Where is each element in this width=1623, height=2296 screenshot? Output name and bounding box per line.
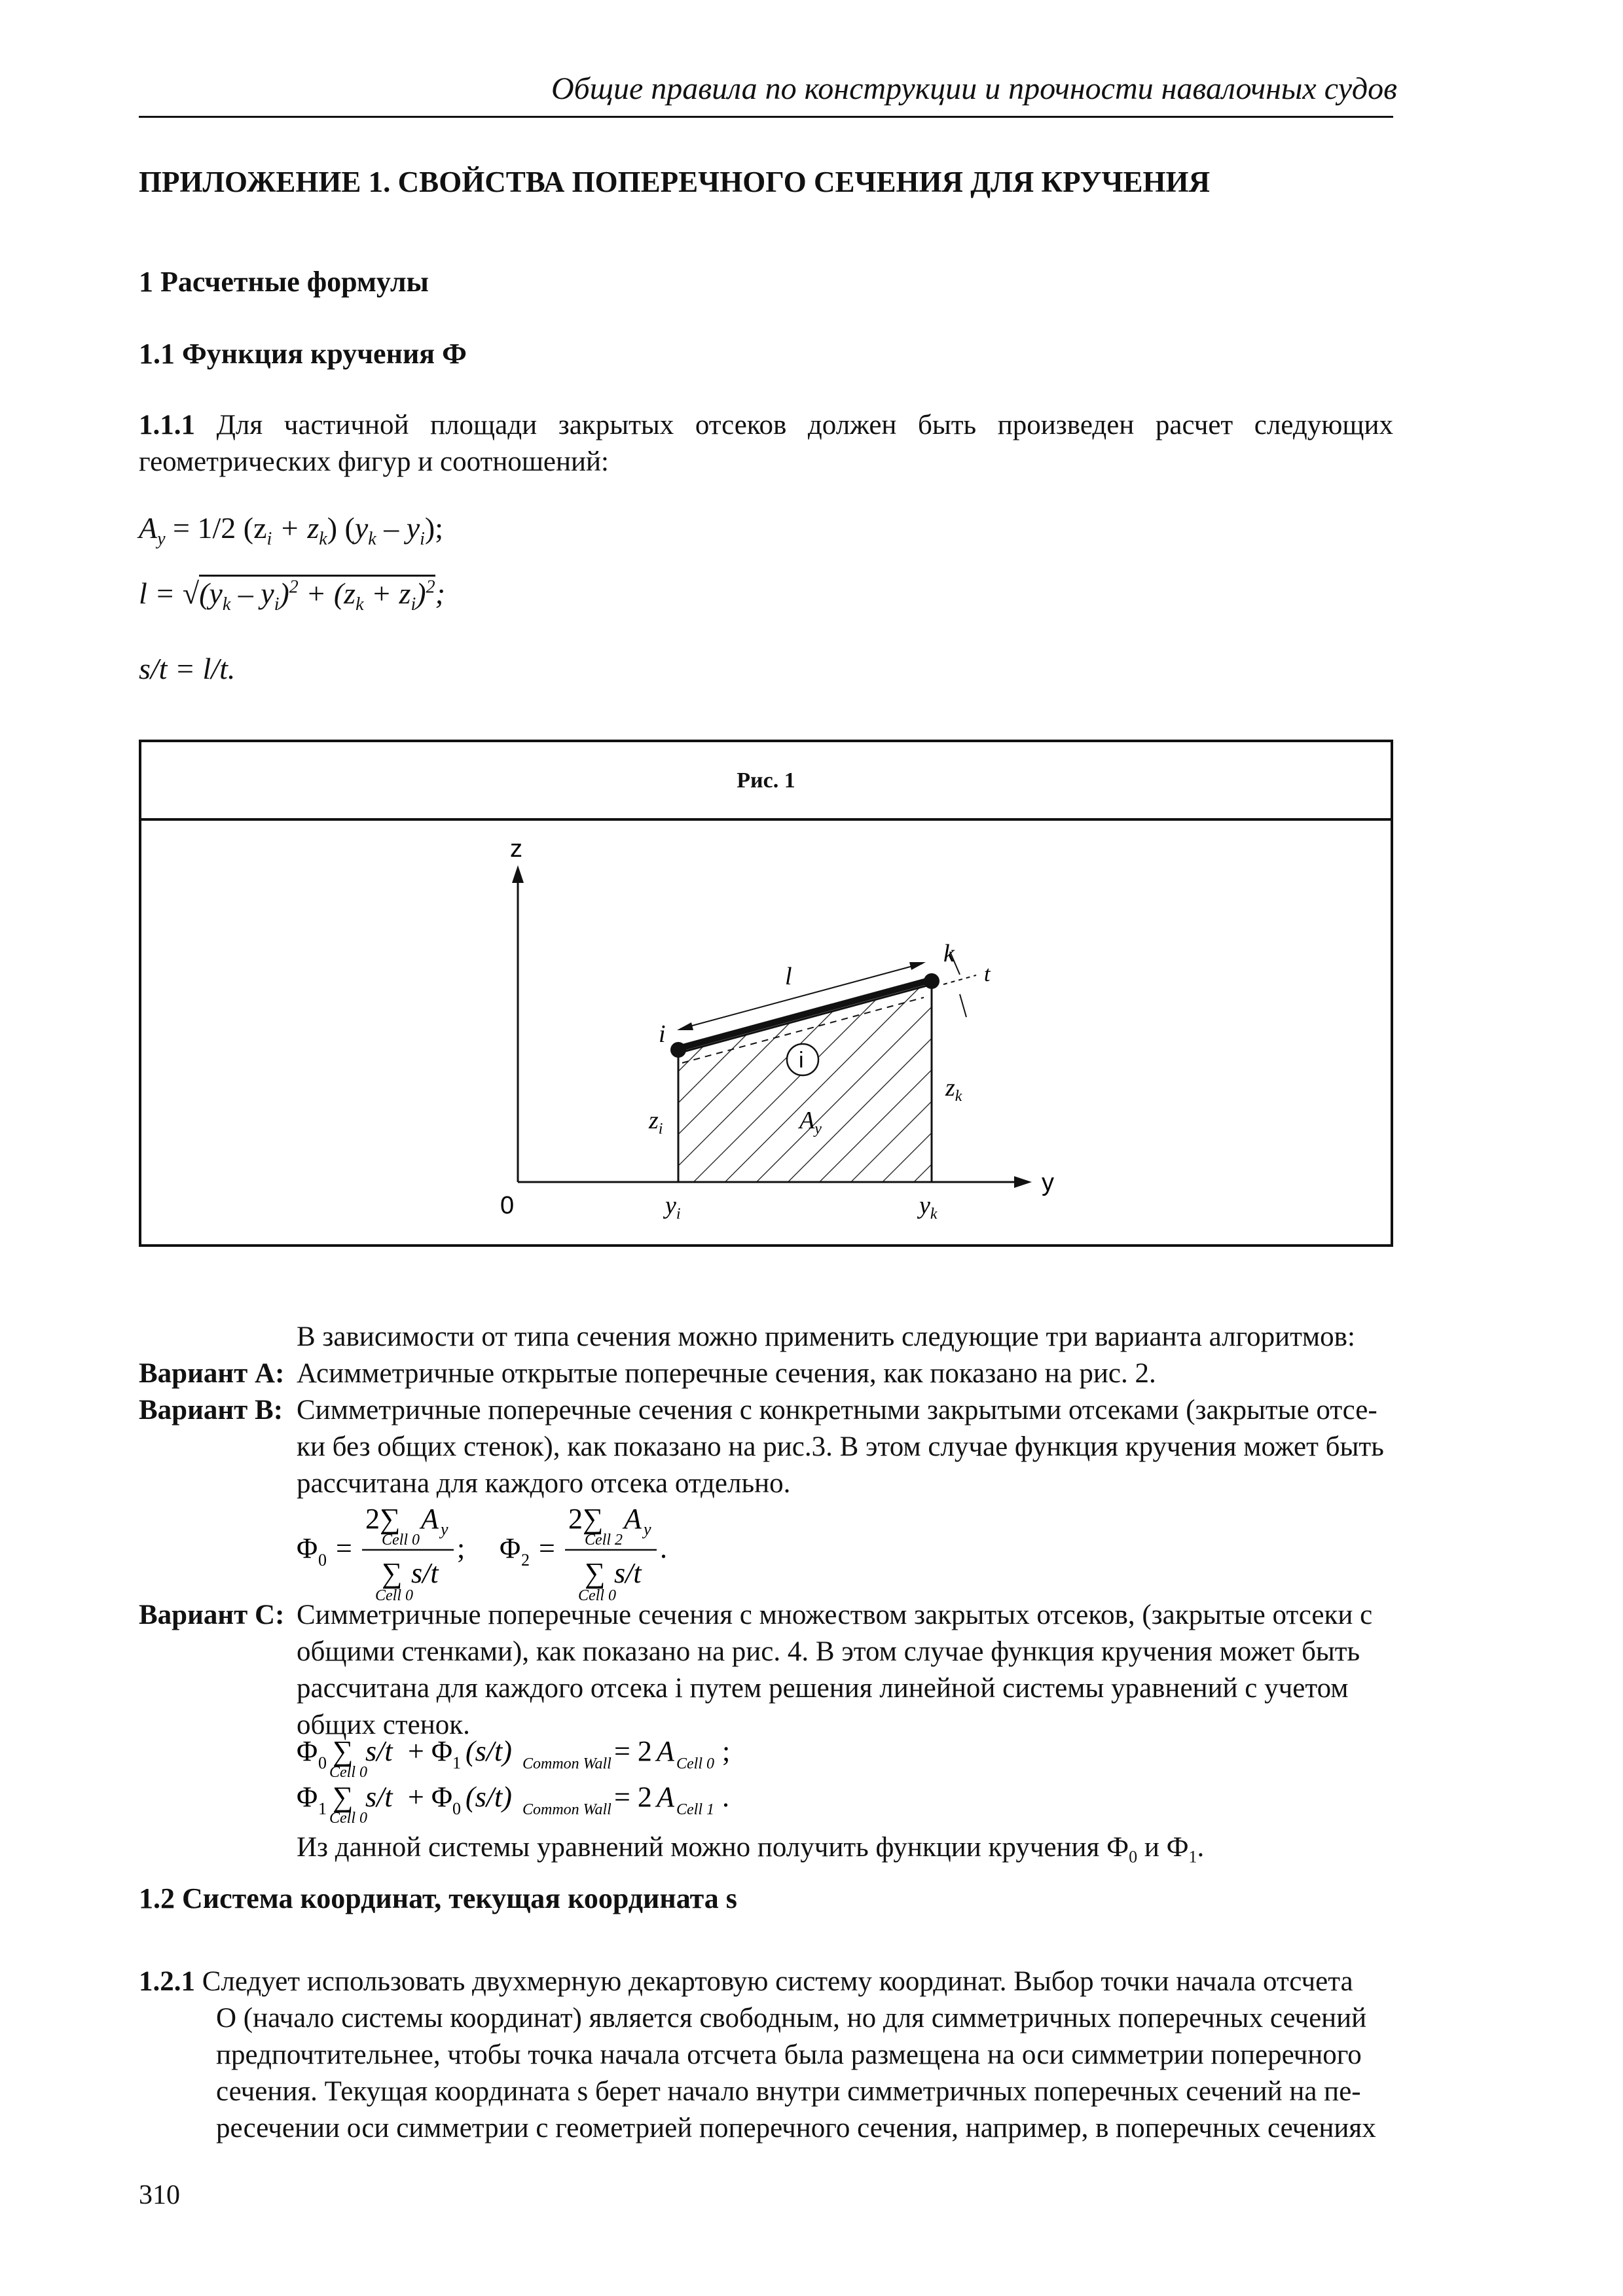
- svg-text:2: 2: [521, 1551, 530, 1570]
- formula-sub: y: [157, 529, 166, 550]
- label-i: i: [659, 1020, 666, 1048]
- running-header: Общие правила по конструкции и прочности навалочных судов: [551, 71, 1397, 106]
- svg-text:A: A: [421, 1503, 439, 1535]
- svg-text:=: =: [336, 1532, 352, 1564]
- variant-b-text-2: ки без общих стенок), как показано на рис.3. В этом случае функция кручения может быть: [297, 1431, 1384, 1462]
- page-number: 310: [139, 2180, 180, 2210]
- label-t: t: [984, 962, 991, 986]
- variant-c-formulas: [297, 1734, 820, 1833]
- svg-text:∑: ∑: [333, 1735, 354, 1767]
- svg-text:2∑: 2∑: [568, 1503, 604, 1535]
- formula-st: s/t = l/t.: [139, 652, 236, 685]
- section-1-heading: 1 Расчетные формулы: [139, 266, 429, 298]
- paragraph-1-2-1-line-5: ресечении оси симметрии с геометрией поперечного сечения, например, в поперечных сечениях: [216, 2113, 1376, 2144]
- svg-text:1: 1: [318, 1799, 327, 1818]
- label-k: k: [943, 940, 955, 967]
- label-Ay: $A_y$: [799, 1107, 822, 1138]
- svg-text:(s/t): (s/t): [465, 1781, 512, 1813]
- svg-text:0: 0: [318, 1551, 327, 1570]
- conclusion-and: и Ф: [1137, 1832, 1189, 1863]
- figure-caption-row: [141, 742, 1391, 821]
- label-yi: $y_i$: [665, 1192, 681, 1223]
- paragraph-number: 1.2.1: [139, 1966, 195, 1997]
- appendix-title: ПРИЛОЖЕНИЕ 1. СВОЙСТВА ПОПЕРЕЧНОГО СЕЧЕНИЯ ДЛЯ КРУЧЕНИЯ: [139, 166, 1211, 198]
- c2-cell1-sub: Cell 1: [676, 1801, 714, 1818]
- paragraph-1-2-1-line-2: О (начало системы координат) является свободным, но для симметричных поперечных сечений: [216, 2003, 1367, 2034]
- svg-text:;: ;: [722, 1735, 731, 1767]
- paragraph-1-2-1-line-4: сечения. Текущая координата s берет начало внутри симметричных поперечных сечений на пе-: [216, 2076, 1361, 2107]
- svg-text:y: y: [441, 1520, 448, 1539]
- cell0-label-bottom-2: Cell 0: [578, 1587, 616, 1604]
- paragraph-text: Следует использовать двухмерную декартовую систему координат. Выбор точки начала отсчета: [202, 1966, 1353, 1997]
- figure-caption: Рис. 1: [737, 768, 795, 793]
- variant-a-text: Асимметричные открытые поперечные сечения, как показано на рис. 2.: [297, 1358, 1156, 1389]
- label-zi: $z_i$: [649, 1107, 663, 1138]
- svg-text:∑: ∑: [333, 1781, 354, 1813]
- formula-rhs-1: = 1/2 (z: [165, 511, 267, 545]
- svg-text:A: A: [657, 1781, 674, 1813]
- c1-common-wall: Common Wall: [522, 1755, 611, 1772]
- svg-text:Φ: Φ: [297, 1735, 318, 1767]
- variant-c-text-1: Симметричные поперечные сечения с множеством закрытых отсеков, (закрытые отсеки с: [297, 1600, 1373, 1630]
- label-l: l: [785, 963, 792, 990]
- svg-text:+ Φ: + Φ: [408, 1735, 452, 1767]
- svg-text:A: A: [657, 1735, 674, 1767]
- svg-text:0: 0: [318, 1753, 327, 1772]
- cell-circle-label: i: [799, 1048, 804, 1073]
- label-origin: 0: [500, 1192, 515, 1219]
- svg-text:=: =: [539, 1532, 555, 1564]
- svg-text:1: 1: [452, 1753, 461, 1772]
- label-zk: $z_k$: [945, 1074, 962, 1105]
- section-1-1-heading: 1.1 Функция кручения Ф: [139, 338, 467, 370]
- c1-cell0-label: Cell 0: [329, 1764, 367, 1781]
- figure-1-diagram: [141, 821, 1391, 1246]
- svg-text:Φ: Φ: [297, 1781, 318, 1813]
- svg-text:.: .: [660, 1532, 667, 1564]
- c2-common-wall: Common Wall: [522, 1801, 611, 1818]
- formula-l-lhs: l = √: [139, 577, 200, 610]
- svg-text:(s/t): (s/t): [465, 1735, 512, 1767]
- cell0-label-top: Cell 0: [382, 1532, 420, 1549]
- length-arrow-right: [909, 962, 926, 970]
- variant-c-text-2: общими стенками), как показано на рис. 4. В этом случае функция кручения может быть: [297, 1636, 1360, 1667]
- thickness-dash: [943, 975, 976, 984]
- variant-c-conclusion: Из данной системы уравнений можно получить функции кручения $Ф_0$ и $Ф_1$.: [297, 1832, 1205, 1867]
- variant-c-text-3: рассчитана для каждого отсека i путем решения линейной системы уравнений с учетом: [297, 1673, 1349, 1704]
- length-arrow-left: [677, 1022, 693, 1030]
- z-axis-arrow: [512, 865, 524, 883]
- paragraph-1-2-1-line-3: предпочтительнее, чтобы точка начала отсчета была размещена на оси симметрии поперечного: [216, 2039, 1362, 2070]
- c2-cell0-label: Cell 0: [329, 1810, 367, 1827]
- svg-text:s/t: s/t: [365, 1781, 393, 1813]
- svg-text:= 2: = 2: [614, 1735, 652, 1767]
- svg-text:;: ;: [457, 1532, 465, 1564]
- svg-text:2∑: 2∑: [365, 1503, 401, 1535]
- svg-text:∑: ∑: [382, 1557, 403, 1589]
- label-y: y: [1042, 1169, 1054, 1196]
- conclusion-text: Из данной системы уравнений можно получить функции кручения Ф: [297, 1832, 1129, 1863]
- variant-a-label: Вариант А:: [139, 1358, 285, 1389]
- variant-c-label: Вариант С:: [139, 1600, 285, 1630]
- svg-text:A: A: [624, 1503, 642, 1535]
- paragraph-number: 1.1.1: [139, 410, 195, 440]
- section-1-2-heading: 1.2 Система координат, текущая координата s: [139, 1882, 737, 1914]
- svg-text:s/t: s/t: [411, 1557, 439, 1589]
- header-rule: [139, 116, 1393, 118]
- formula-length: $l = √(y_k - y_i)^2 + (z_k + z_i)^2$;: [139, 576, 445, 615]
- variant-b-text-3: рассчитана для каждого отсека отдельно.: [297, 1468, 791, 1499]
- node-k: [924, 973, 939, 989]
- conclusion-end: .: [1197, 1832, 1205, 1863]
- svg-text:s/t: s/t: [365, 1735, 393, 1767]
- variant-c-text-4: общих стенок.: [297, 1710, 470, 1740]
- figure-1-frame: [139, 740, 1393, 1247]
- svg-text:0: 0: [452, 1799, 461, 1818]
- area-hatch: [678, 978, 940, 1187]
- svg-text:s/t: s/t: [614, 1557, 642, 1589]
- svg-text:+ Φ: + Φ: [408, 1781, 452, 1813]
- label-yk: $y_k$: [919, 1192, 938, 1223]
- y-axis-arrow: [1014, 1176, 1032, 1188]
- variants-intro: В зависимости от типа сечения можно применить следующие три варианта алгоритмов:: [297, 1321, 1355, 1352]
- cell0-label-bottom: Cell 0: [375, 1587, 413, 1604]
- svg-text:y: y: [644, 1520, 651, 1539]
- cell2-label-top: Cell 2: [585, 1532, 623, 1549]
- variant-b-text-1: Симметричные поперечные сечения с конкретными закрытыми отсеками (закрытые отсе-: [297, 1395, 1377, 1426]
- svg-text:Φ: Φ: [500, 1532, 521, 1564]
- svg-text:∑: ∑: [585, 1557, 606, 1589]
- svg-text:.: .: [722, 1781, 729, 1813]
- paragraph-1-2-1-line-1: [139, 1964, 1393, 2000]
- svg-text:= 2: = 2: [614, 1781, 652, 1813]
- formula-symbol-A: A: [139, 511, 158, 545]
- formula-area: $A_y = 1/2$ $(z_i + z_k)$ $(y_k - y_i)$;: [139, 511, 443, 550]
- variant-b-formulas: [297, 1492, 755, 1607]
- svg-text:Φ: Φ: [297, 1532, 318, 1564]
- c1-cell0-sub: Cell 0: [676, 1755, 714, 1772]
- paragraph-text: Для частичной площади закрытых отсеков должен быть произведен расчет следующих геометрических фигур и соотношений:: [139, 410, 1393, 477]
- variant-b-label: Вариант B:: [139, 1395, 283, 1426]
- node-i: [670, 1042, 686, 1058]
- thickness-arrow-bottom: [960, 994, 966, 1017]
- paragraph-1-1-1: [139, 407, 1393, 480]
- label-z: z: [510, 835, 522, 863]
